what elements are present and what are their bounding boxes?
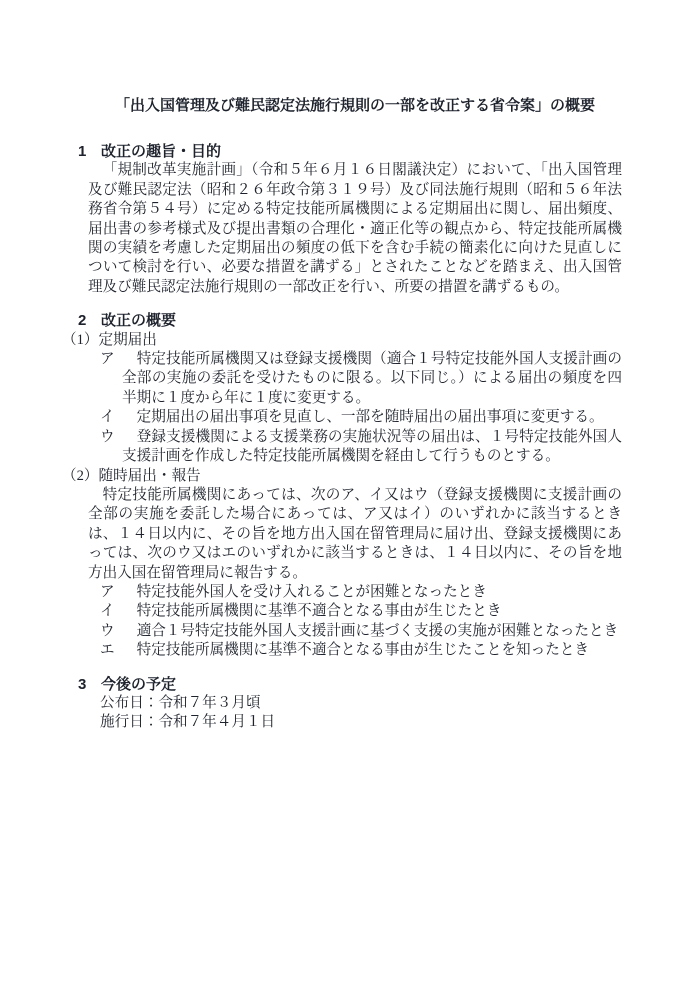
item-marker: ウ <box>100 428 115 445</box>
item-marker: ウ <box>100 622 115 639</box>
item-text: 特定技能所属機関に基準不適合となる事由が生じたことを知ったとき <box>136 642 590 659</box>
document-title: 「出入国管理及び難民認定法施行規則の一部を改正する省令案」の概要 <box>114 97 595 114</box>
subsection-2-label: （2）随時届出・報告 <box>62 467 201 484</box>
section-2-heading <box>78 311 622 330</box>
item-marker: イ <box>100 409 115 426</box>
list-item <box>100 622 622 641</box>
section-1-number: 1 <box>78 143 87 160</box>
item-marker: エ <box>100 642 115 659</box>
item-marker: ア <box>100 351 115 368</box>
list-item <box>100 602 622 621</box>
list-item <box>100 641 622 660</box>
subsection-2-paragraph: 特定技能所属機関にあっては、次のア、イ又はウ（登録支援機関に支援計画の全部の実施を委託した場合にあっては、ア又はイ）のいずれかに該当するときは、１４日以内に、その旨を地方出入国在留管理局に届け出、登録支援機関にあっては、次のウ又はエのいずれかに該当するときは、１４日以内に、その旨を地方出入国在留管理局に報告する。 <box>88 486 622 581</box>
section-2-heading-text: 改正の概要 <box>101 312 177 330</box>
item-marker: ア <box>100 583 115 600</box>
section-3-number: 3 <box>78 675 87 693</box>
section-1-paragraph: 「規制改革実施計画」（令和５年６月１６日閣議決定）において、「出入国管理及び難民認定法（昭和２６年政令第３１９号）及び同法施行規則（昭和５６年法務省令第５４号）に定める特定技能所属機関による定期届出に関し、届出頻度、届出書の参考様式及び提出書類の合理化・適正化等の観点から、特定技能所属機関の実績を考慮した定期届出の頻度の低下を含む手続の簡素化に向けた見直しについて検討を行い、必要な措置を講ずる」とされたことなどを踏まえ、出入国管理及び難民認定法施行規則の一部改正を行い、所要の措置を講ずるもの。 <box>88 162 622 295</box>
schedule-line-enforcement: 施行日：令和７年４月１日 <box>100 714 276 731</box>
section-2-number: 2 <box>78 312 87 330</box>
item-text: 定期届出の届出事項を見直し、一部を随時届出の届出事項に変更する。 <box>136 409 604 426</box>
item-text: 登録支援機関による支援業務の実施状況等の届出は、１号特定技能外国人支援計画を作成した特定技能所属機関を経由して行うものとする。 <box>122 428 622 465</box>
item-text: 特定技能所属機関に基準不適合となる事由が生じたとき <box>136 603 502 620</box>
list-item <box>100 428 622 467</box>
section-1-heading <box>78 142 622 161</box>
list-item <box>100 408 622 427</box>
subsection-1-label: （1）定期届出 <box>62 331 157 348</box>
section-3-heading-text: 今後の予定 <box>101 675 177 693</box>
section-1-heading-text: 改正の趣旨・目的 <box>101 143 222 160</box>
section-3-heading <box>78 675 622 694</box>
list-item <box>100 350 622 408</box>
list-item <box>100 583 622 602</box>
item-marker: イ <box>100 603 115 620</box>
item-text: 特定技能所属機関又は登録支援機関（適合１号特定技能外国人支援計画の全部の実施の委託を受けたものに限る。以下同じ。）による届出の頻度を四半期に１度から年に１度に変更する。 <box>122 351 622 406</box>
item-text: 特定技能外国人を受け入れることが困難となったとき <box>136 583 487 600</box>
schedule-line-publication: 公布日：令和７年３月頃 <box>100 694 261 711</box>
item-text: 適合１号特定技能外国人支援計画に基づく支援の実施が困難となったとき <box>136 622 619 639</box>
